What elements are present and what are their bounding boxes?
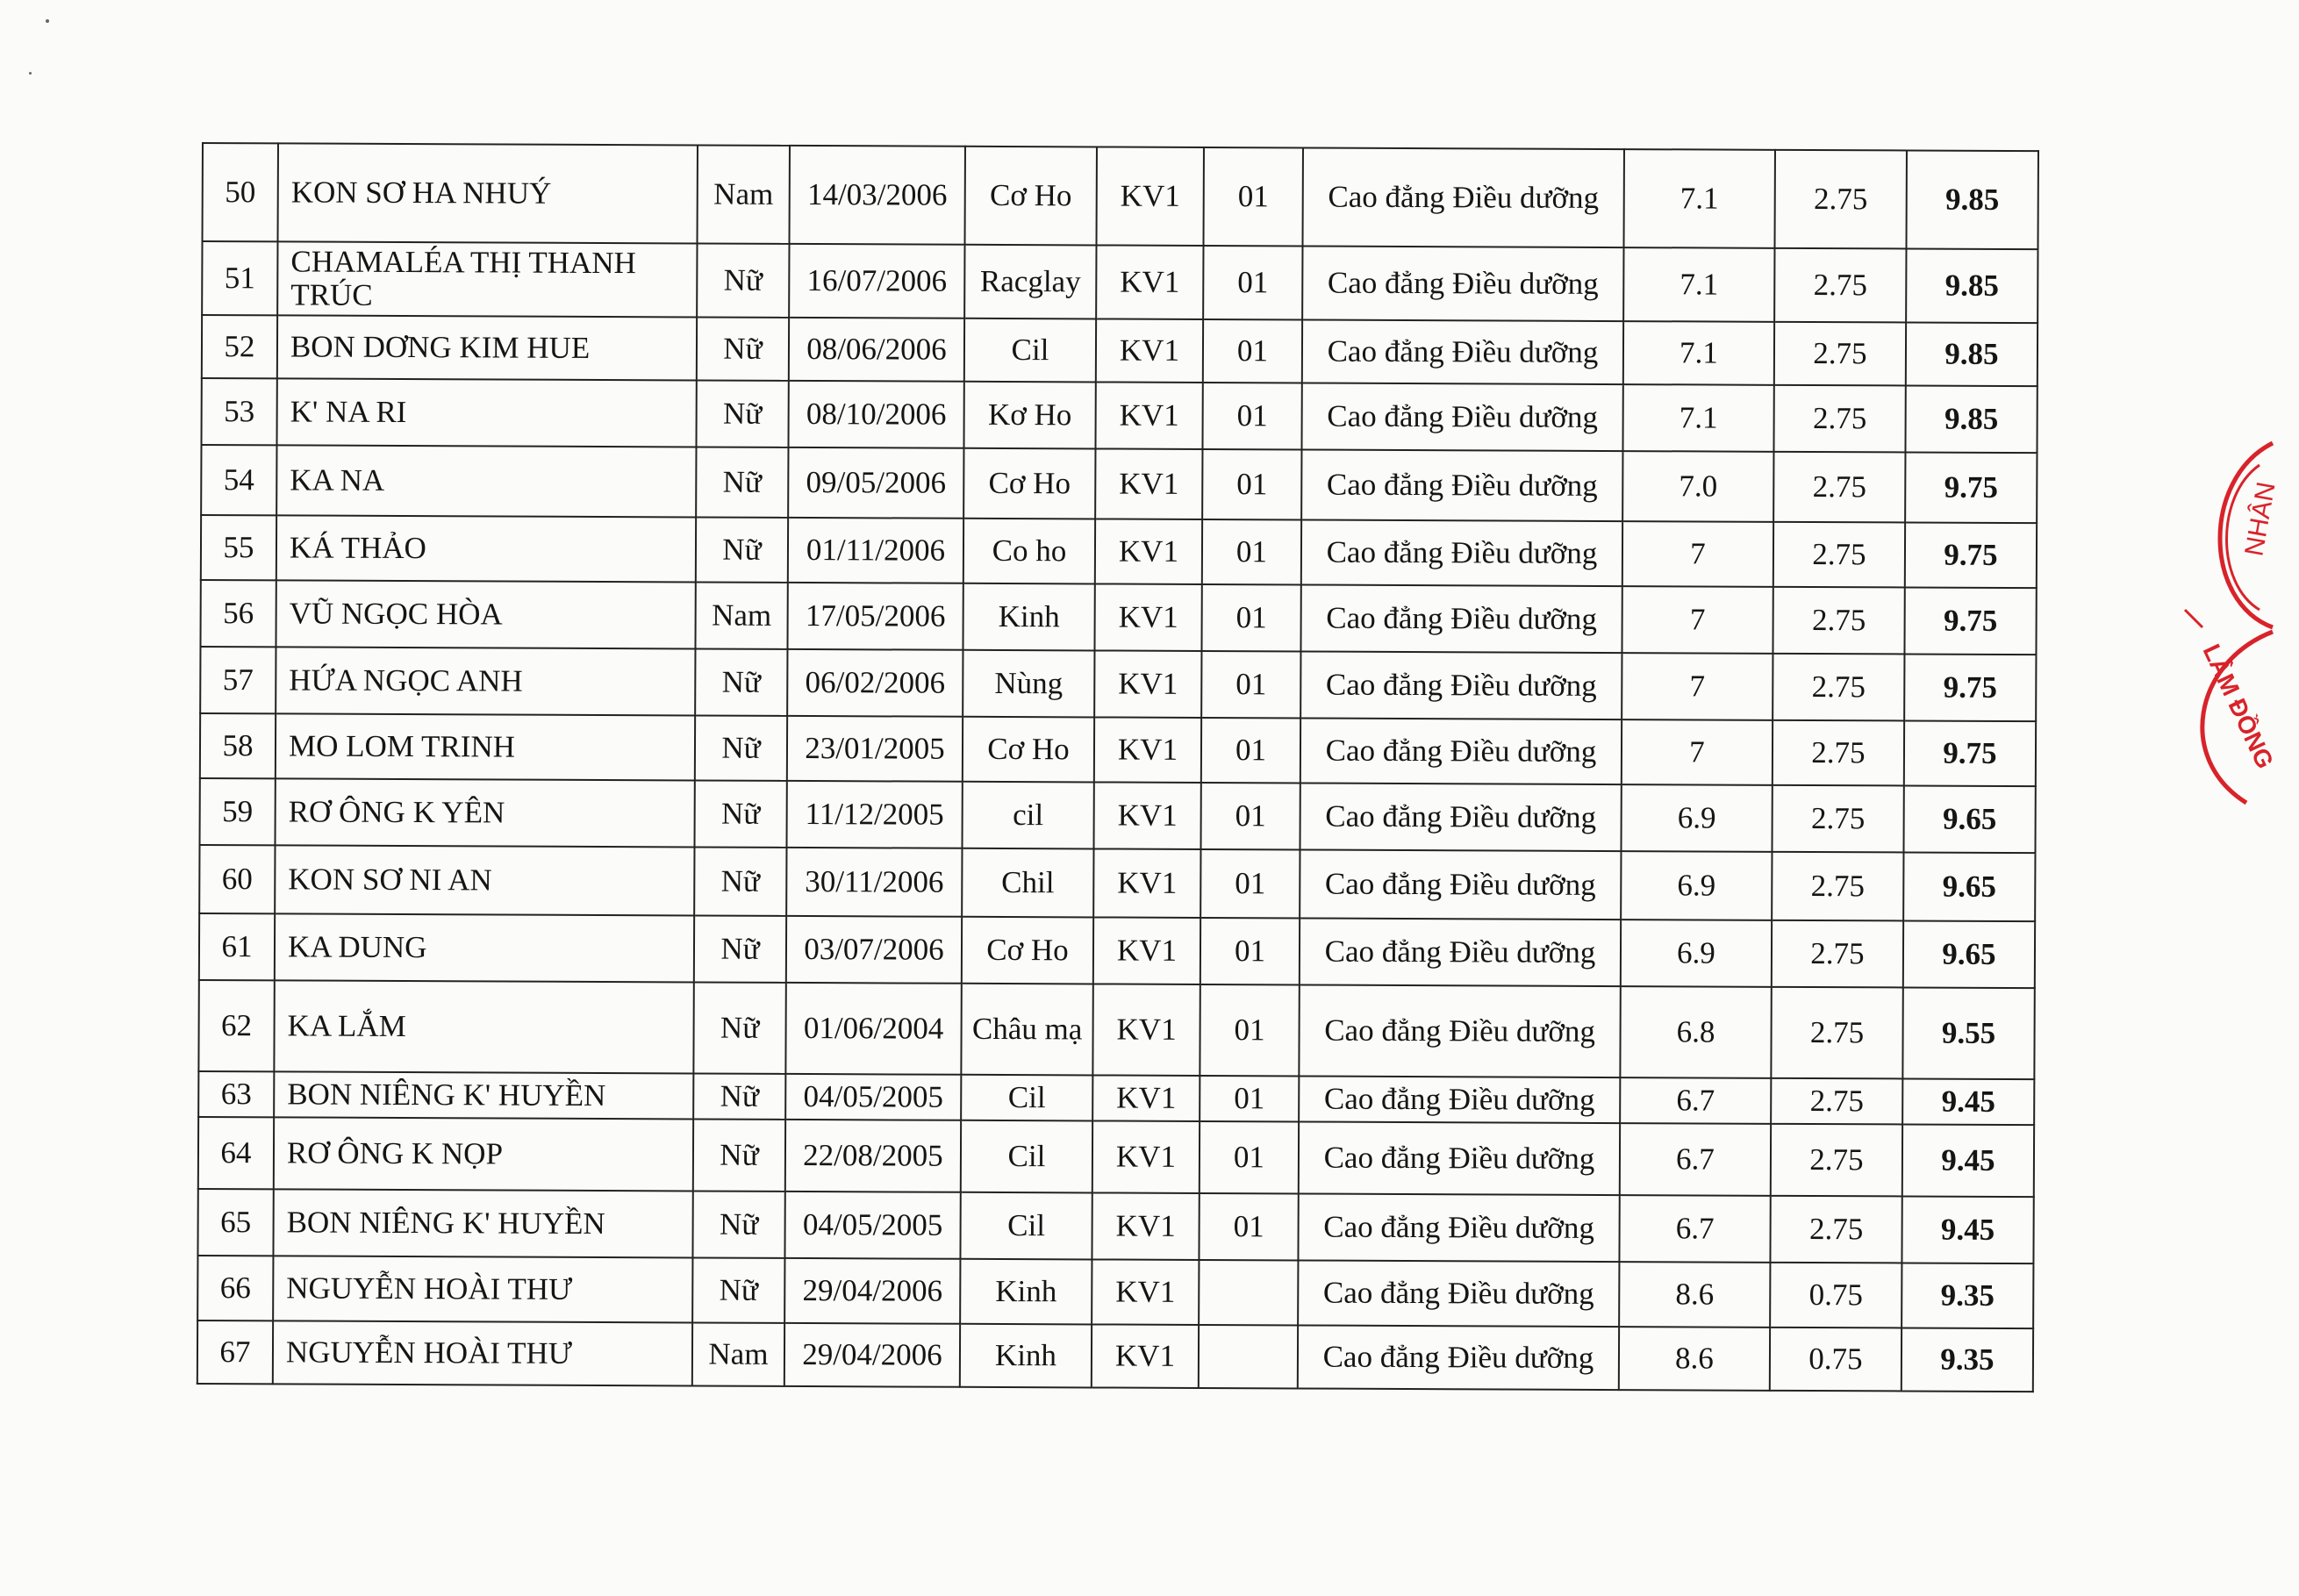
priority-area-cell: KV1 — [1093, 917, 1200, 984]
major-cell: Cao đẳng Điều dưỡng — [1301, 383, 1622, 451]
birth-date-cell: 30/11/2006 — [786, 848, 962, 917]
row-number-cell: 52 — [202, 315, 277, 378]
gender-cell: Nữ — [697, 243, 789, 317]
major-cell: Cao đẳng Điều dưỡng — [1299, 1121, 1620, 1195]
row-number-cell: 60 — [199, 845, 275, 913]
major-cell: Cao đẳng Điều dưỡng — [1299, 984, 1620, 1077]
row-number-cell: 50 — [203, 143, 278, 241]
gpa-score-cell: 8.6 — [1619, 1262, 1770, 1328]
priority-group-cell: 01 — [1201, 651, 1300, 718]
major-cell: Cao đẳng Điều dưỡng — [1298, 1325, 1619, 1390]
full-name-cell: BON NIÊNG K' HUYỀN — [274, 1071, 693, 1119]
row-number-cell: 63 — [198, 1071, 274, 1117]
scan-speck — [46, 19, 49, 23]
ethnicity-cell: Cil — [964, 318, 1096, 383]
major-cell: Cao đẳng Điều dưỡng — [1300, 918, 1621, 986]
full-name-cell: HỨA NGỌC ANH — [276, 647, 695, 715]
priority-group-cell: 01 — [1199, 1193, 1298, 1260]
total-score-cell: 9.65 — [1903, 785, 2035, 853]
bonus-score-cell: 2.75 — [1773, 720, 1904, 786]
bonus-score-cell: 2.75 — [1773, 587, 1904, 655]
major-cell: Cao đẳng Điều dưỡng — [1301, 519, 1622, 586]
gender-cell: Nam — [692, 1322, 784, 1385]
gender-cell: Nữ — [693, 1119, 785, 1191]
full-name-cell: KA NA — [276, 445, 696, 517]
bonus-score-cell: 2.75 — [1772, 852, 1903, 921]
ethnicity-cell: Cơ Ho — [963, 448, 1095, 519]
row-number-cell: 51 — [202, 241, 277, 315]
bonus-score-cell: 2.75 — [1774, 150, 1906, 249]
priority-group-cell: 01 — [1201, 584, 1300, 651]
gender-cell: Nữ — [695, 648, 787, 715]
ethnicity-cell: Cil — [961, 1075, 1092, 1121]
table-row — [199, 913, 2035, 988]
total-score-cell: 9.85 — [1906, 248, 2038, 323]
row-number-cell: 55 — [201, 515, 276, 580]
row-number-cell: 65 — [197, 1189, 273, 1256]
gender-cell: Nữ — [696, 517, 788, 582]
priority-area-cell: KV1 — [1095, 448, 1202, 519]
total-score-cell: 9.75 — [1904, 654, 2036, 721]
gender-cell: Nữ — [694, 915, 786, 982]
gpa-score-cell: 8.6 — [1619, 1327, 1770, 1391]
full-name-cell: RƠ ÔNG K NỌP — [274, 1117, 693, 1191]
priority-area-cell: KV1 — [1096, 245, 1203, 319]
row-number-cell: 54 — [201, 445, 276, 515]
row-number-cell: 61 — [199, 913, 275, 980]
student-list-table — [197, 142, 2039, 1392]
table-body — [197, 143, 2038, 1392]
gpa-score-cell: 7.1 — [1623, 247, 1774, 322]
table-row — [197, 1256, 2033, 1328]
ethnicity-cell: Cơ Ho — [963, 717, 1094, 783]
major-cell: Cao đẳng Điều dưỡng — [1300, 718, 1622, 784]
full-name-cell: VŨ NGỌC HÒA — [276, 580, 695, 648]
major-cell: Cao đẳng Điều dưỡng — [1300, 651, 1622, 719]
bonus-score-cell: 2.75 — [1773, 522, 1905, 588]
row-number-cell: 57 — [200, 647, 276, 713]
major-cell: Cao đẳng Điều dưỡng — [1300, 584, 1622, 653]
ethnicity-cell: Nùng — [963, 650, 1094, 718]
table-row — [199, 845, 2035, 921]
birth-date-cell: 17/05/2006 — [787, 583, 963, 650]
major-cell: Cao đẳng Điều dưỡng — [1302, 319, 1623, 384]
gpa-score-cell: 6.7 — [1620, 1123, 1771, 1196]
priority-group-cell: 01 — [1203, 319, 1302, 383]
birth-date-cell: 29/04/2006 — [784, 1323, 960, 1387]
total-score-cell: 9.85 — [1906, 150, 2038, 249]
total-score-cell: 9.45 — [1902, 1124, 2034, 1197]
major-cell: Cao đẳng Điều dưỡng — [1300, 849, 1621, 920]
birth-date-cell: 08/10/2006 — [788, 381, 963, 448]
table-row — [203, 143, 2038, 249]
priority-area-cell: KV1 — [1092, 1120, 1200, 1193]
major-cell: Cao đẳng Điều dưỡng — [1302, 246, 1623, 321]
table-row — [198, 1117, 2034, 1197]
priority-area-cell: KV1 — [1092, 984, 1200, 1076]
gpa-score-cell: 7 — [1622, 586, 1773, 654]
major-cell: Cao đẳng Điều dưỡng — [1298, 1260, 1619, 1327]
total-score-cell: 9.55 — [1902, 987, 2034, 1079]
gpa-score-cell: 6.9 — [1621, 851, 1772, 920]
priority-group-cell: 01 — [1203, 147, 1302, 246]
bonus-score-cell: 2.75 — [1772, 920, 1903, 988]
full-name-cell: K' NA RI — [276, 378, 696, 447]
birth-date-cell: 16/07/2006 — [789, 244, 964, 318]
table-row — [201, 445, 2037, 523]
ethnicity-cell: cil — [962, 782, 1093, 849]
full-name-cell: KA DUNG — [275, 913, 694, 982]
priority-area-cell: KV1 — [1094, 583, 1201, 651]
ethnicity-cell: Chil — [962, 848, 1093, 918]
total-score-cell: 9.75 — [1905, 522, 2037, 588]
bonus-score-cell: 0.75 — [1770, 1328, 1902, 1392]
gpa-score-cell: 6.7 — [1619, 1195, 1770, 1263]
priority-area-cell: KV1 — [1093, 782, 1200, 849]
birth-date-cell: 06/02/2006 — [787, 649, 963, 717]
table-row — [200, 778, 2036, 853]
gender-cell: Nam — [698, 145, 790, 243]
bonus-score-cell: 2.75 — [1773, 452, 1905, 523]
table-row — [200, 713, 2036, 786]
priority-group-cell: 01 — [1200, 849, 1300, 918]
ethnicity-cell: Cil — [961, 1120, 1092, 1193]
priority-area-cell: KV1 — [1096, 318, 1203, 383]
row-number-cell: 56 — [200, 580, 276, 647]
full-name-cell: RƠ ÔNG K YÊN — [276, 778, 695, 847]
priority-area-cell: KV1 — [1095, 382, 1202, 449]
priority-group-cell — [1199, 1260, 1298, 1325]
total-score-cell: 9.75 — [1904, 720, 2036, 786]
table-row — [201, 378, 2037, 453]
gender-cell: Nữ — [692, 1257, 784, 1322]
row-number-cell: 67 — [197, 1320, 273, 1384]
full-name-cell: BON DƠNG KIM HUE — [277, 315, 697, 380]
bonus-score-cell: 2.75 — [1771, 1078, 1902, 1125]
birth-date-cell: 29/04/2006 — [784, 1258, 960, 1324]
birth-date-cell: 08/06/2006 — [789, 318, 964, 382]
priority-group-cell: 01 — [1202, 449, 1301, 519]
full-name-cell: BON NIÊNG K' HUYỀN — [273, 1189, 692, 1257]
major-cell: Cao đẳng Điều dưỡng — [1299, 1076, 1620, 1123]
total-score-cell: 9.35 — [1902, 1263, 2033, 1328]
priority-group-cell: 01 — [1200, 1121, 1299, 1193]
row-number-cell: 66 — [197, 1256, 273, 1320]
seal-text-top: NHÂN — [2239, 479, 2281, 559]
ethnicity-cell: Co ho — [963, 519, 1095, 584]
ethnicity-cell: Cil — [960, 1192, 1092, 1260]
total-score-cell: 9.45 — [1902, 1078, 2034, 1125]
priority-group-cell: 01 — [1200, 783, 1300, 849]
total-score-cell: 9.65 — [1903, 852, 2035, 921]
bonus-score-cell: 2.75 — [1772, 785, 1903, 853]
ethnicity-cell: Kinh — [960, 1259, 1092, 1325]
priority-area-cell: KV1 — [1094, 650, 1201, 718]
table-row — [197, 1320, 2033, 1392]
gender-cell: Nữ — [693, 1073, 785, 1119]
gpa-score-cell: 7.1 — [1623, 321, 1774, 385]
full-name-cell: CHAMALÉA THỊ THANH TRÚC — [277, 241, 697, 317]
gender-cell: Nam — [695, 582, 787, 648]
priority-area-cell: KV1 — [1092, 1075, 1200, 1121]
table-row — [198, 1071, 2034, 1125]
full-name-cell: KON SƠ NI AN — [275, 845, 694, 915]
priority-group-cell — [1199, 1325, 1298, 1388]
total-score-cell: 9.35 — [1902, 1328, 2033, 1392]
ethnicity-cell: Cơ Ho — [962, 917, 1093, 984]
gender-cell: Nữ — [694, 847, 786, 915]
row-number-cell: 58 — [200, 713, 276, 778]
birth-date-cell: 03/07/2006 — [786, 916, 962, 984]
total-score-cell: 9.85 — [1905, 385, 2037, 453]
birth-date-cell: 11/12/2005 — [786, 781, 962, 848]
scan-speck — [29, 72, 32, 75]
priority-group-cell: 01 — [1203, 246, 1302, 319]
gpa-score-cell: 6.7 — [1620, 1077, 1771, 1124]
gender-cell: Nữ — [692, 1191, 784, 1257]
bonus-score-cell: 0.75 — [1770, 1263, 1902, 1328]
gpa-score-cell: 7 — [1622, 521, 1773, 587]
gpa-score-cell: 7 — [1622, 653, 1773, 720]
priority-group-cell: 01 — [1200, 1076, 1299, 1121]
birth-date-cell: 04/05/2005 — [784, 1192, 960, 1259]
priority-group-cell: 01 — [1200, 984, 1299, 1076]
row-number-cell: 62 — [198, 980, 274, 1071]
gpa-score-cell: 7.0 — [1622, 451, 1773, 522]
major-cell: Cao đẳng Điều dưỡng — [1302, 147, 1623, 247]
total-score-cell: 9.75 — [1905, 452, 2037, 523]
table-row — [198, 980, 2034, 1079]
gpa-score-cell: 7 — [1622, 719, 1773, 785]
major-cell: Cao đẳng Điều dưỡng — [1301, 449, 1622, 521]
full-name-cell: MO LOM TRINH — [276, 713, 695, 780]
table-row — [202, 241, 2038, 323]
birth-date-cell: 23/01/2005 — [787, 716, 963, 782]
seal-text-bottom: LÂM ĐỒNG — [2197, 640, 2280, 773]
red-seal-stamp — [2141, 426, 2299, 855]
bonus-score-cell: 2.75 — [1770, 1196, 1902, 1263]
full-name-cell: NGUYỄN HOÀI THƯ — [273, 1320, 692, 1385]
bonus-score-cell: 2.75 — [1774, 322, 1906, 386]
priority-area-cell: KV1 — [1094, 717, 1201, 783]
priority-area-cell: KV1 — [1093, 848, 1200, 918]
priority-group-cell: 01 — [1202, 519, 1301, 584]
bonus-score-cell: 2.75 — [1774, 248, 1906, 323]
table-row — [202, 315, 2038, 386]
ethnicity-cell: Kinh — [960, 1324, 1092, 1388]
gender-cell: Nữ — [696, 447, 788, 517]
major-cell: Cao đẳng Điều dưỡng — [1298, 1193, 1619, 1262]
birth-date-cell: 04/05/2005 — [785, 1074, 961, 1120]
ethnicity-cell: Kinh — [963, 583, 1094, 651]
priority-area-cell: KV1 — [1092, 1192, 1199, 1260]
birth-date-cell: 22/08/2005 — [785, 1120, 961, 1192]
gpa-score-cell: 6.9 — [1621, 784, 1772, 852]
priority-area-cell: KV1 — [1092, 1324, 1199, 1388]
gpa-score-cell: 6.8 — [1620, 986, 1771, 1078]
gender-cell: Nữ — [694, 780, 786, 847]
ethnicity-cell: Kơ Ho — [963, 382, 1095, 449]
total-score-cell: 9.85 — [1906, 322, 2038, 386]
birth-date-cell: 09/05/2006 — [788, 447, 963, 519]
full-name-cell: KA LẮM — [274, 980, 693, 1073]
gpa-score-cell: 7.1 — [1622, 384, 1773, 452]
row-number-cell: 59 — [200, 778, 276, 845]
gender-cell: Nữ — [693, 982, 785, 1073]
priority-area-cell: KV1 — [1092, 1259, 1199, 1325]
gender-cell: Nữ — [697, 317, 789, 380]
full-name-cell: KÁ THẢO — [276, 515, 696, 582]
priority-area-cell: KV1 — [1095, 519, 1202, 584]
ethnicity-cell: Châu mạ — [961, 984, 1092, 1076]
priority-group-cell: 01 — [1200, 918, 1300, 984]
major-cell: Cao đẳng Điều dưỡng — [1300, 783, 1621, 851]
total-score-cell: 9.75 — [1904, 587, 2036, 655]
full-name-cell: NGUYỄN HOÀI THƯ — [273, 1256, 692, 1322]
gender-cell: Nữ — [695, 715, 787, 780]
full-name-cell: KON SƠ HA NHUÝ — [278, 143, 698, 243]
bonus-score-cell: 2.75 — [1771, 1124, 1902, 1197]
row-number-cell: 64 — [198, 1117, 274, 1189]
bonus-score-cell: 2.75 — [1773, 654, 1904, 721]
bonus-score-cell: 2.75 — [1771, 987, 1902, 1079]
priority-group-cell: 01 — [1202, 383, 1301, 449]
birth-date-cell: 14/03/2006 — [790, 146, 965, 245]
ethnicity-cell: Racglay — [964, 245, 1096, 319]
priority-area-cell: KV1 — [1096, 147, 1203, 246]
gender-cell: Nữ — [696, 380, 788, 447]
total-score-cell: 9.65 — [1903, 920, 2035, 988]
row-number-cell: 53 — [201, 378, 276, 445]
table-row — [201, 515, 2037, 588]
total-score-cell: 9.45 — [1902, 1196, 2033, 1263]
birth-date-cell: 01/06/2004 — [785, 983, 961, 1075]
birth-date-cell: 01/11/2006 — [788, 518, 963, 583]
gpa-score-cell: 6.9 — [1621, 920, 1772, 987]
table-row — [200, 580, 2036, 655]
priority-group-cell: 01 — [1201, 718, 1300, 783]
gpa-score-cell: 7.1 — [1623, 149, 1774, 248]
bonus-score-cell: 2.75 — [1773, 385, 1905, 453]
table-row — [197, 1189, 2033, 1263]
table-row — [200, 647, 2036, 721]
ethnicity-cell: Cơ Ho — [964, 147, 1096, 246]
